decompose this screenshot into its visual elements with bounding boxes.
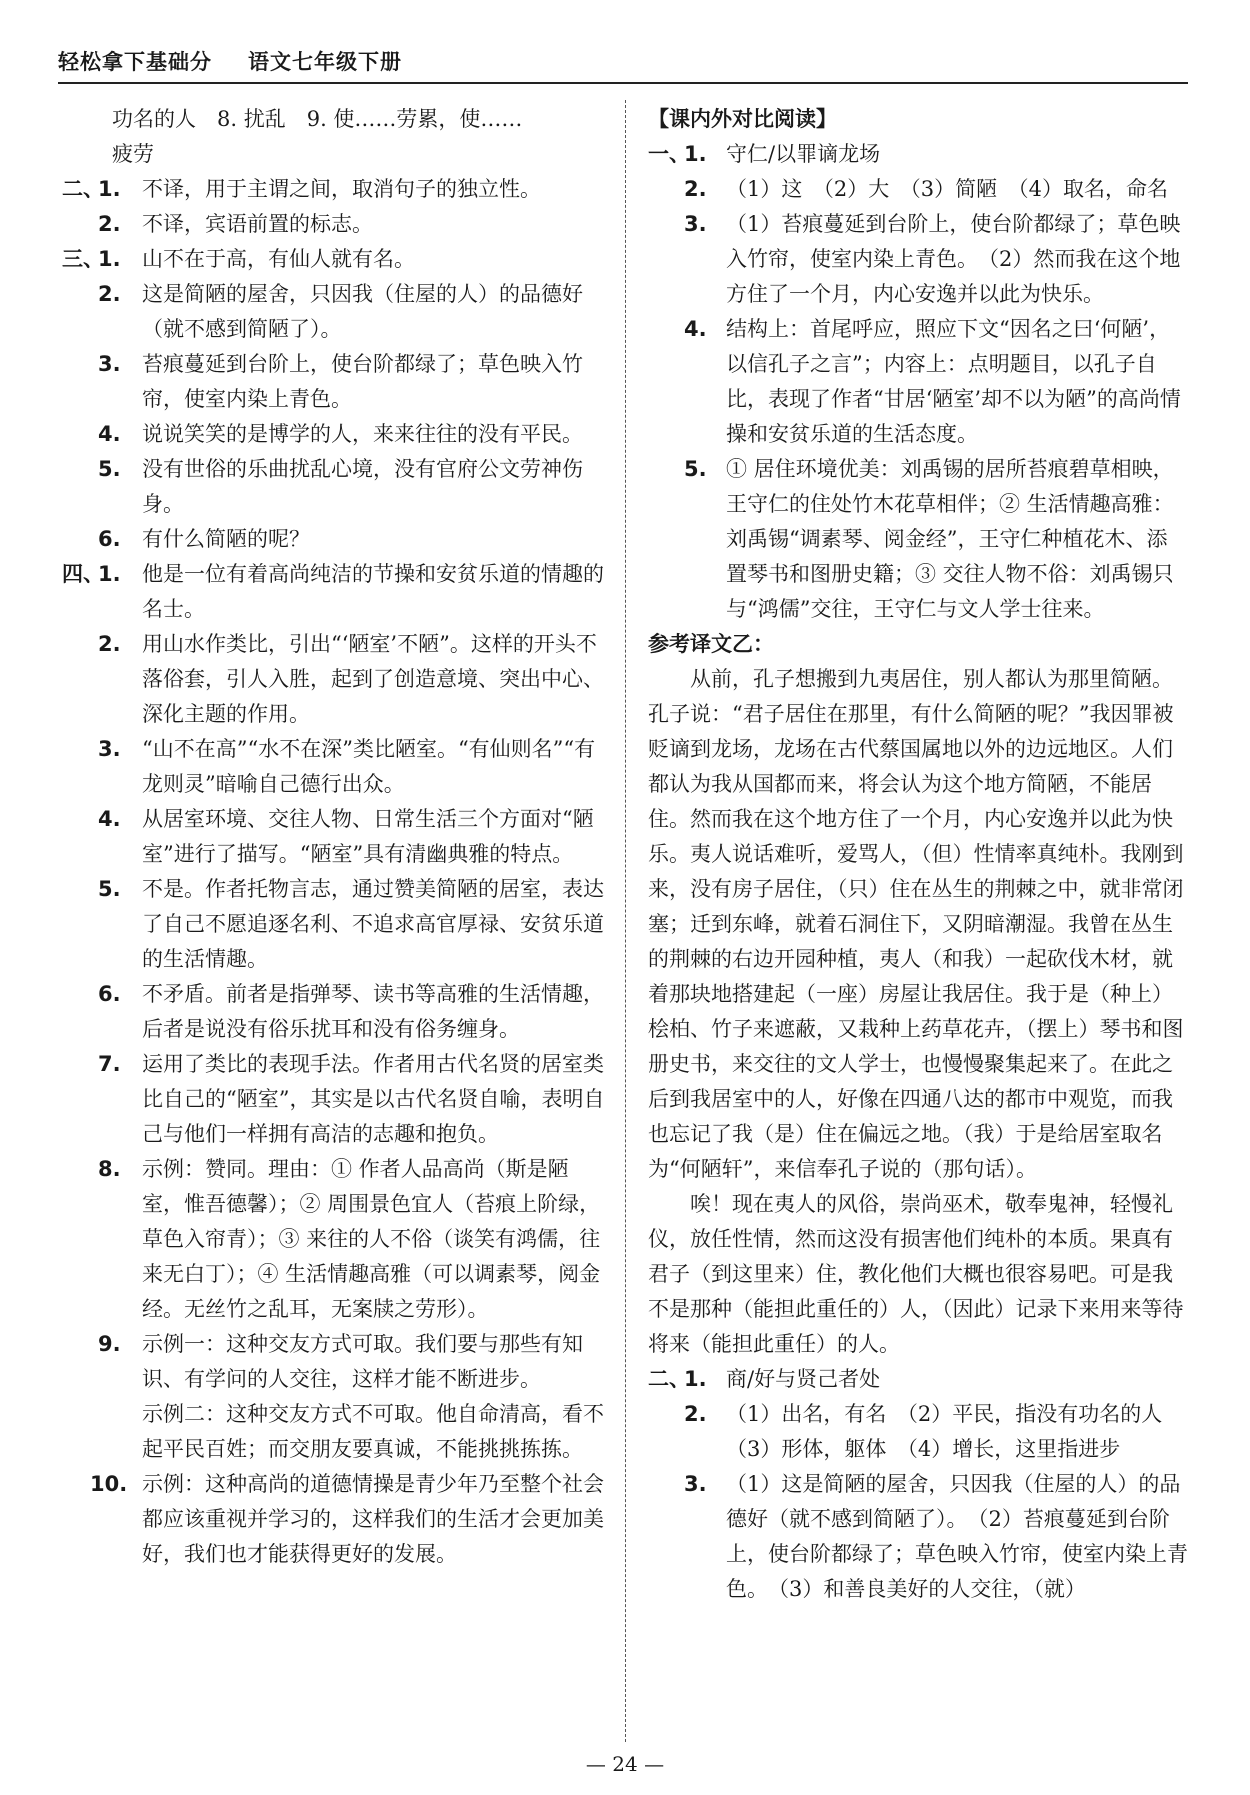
item-text: 有什么简陋的呢？ <box>142 527 310 551</box>
continued-line: 疲劳 <box>112 142 154 166</box>
item-number: 1. <box>684 142 707 166</box>
item-text: 他是一位有着高尚纯洁的节操和安贫乐道的情趣的名士。 <box>142 562 604 621</box>
right-column <box>648 102 1188 1607</box>
section-number: 四、 <box>62 562 104 586</box>
item-number: 1. <box>98 247 121 271</box>
reference-translation-title: 参考译文乙： <box>648 632 774 656</box>
item-number: 2. <box>98 212 121 236</box>
answer-item <box>62 872 610 977</box>
item-number: 3. <box>98 737 121 761</box>
answer-item <box>62 1047 610 1152</box>
answer-item <box>62 347 610 417</box>
item-number: 3. <box>98 352 121 376</box>
item-text: 示例：这种高尚的道德情操是青少年乃至整个社会都应该重视并学习的，这样我们的生活才会更加美好，我们也才能获得更好的发展。 <box>142 1472 604 1566</box>
item-text: 运用了类比的表现手法。作者用古代名贤的居室类比自己的“陋室”，其实是以古代名贤自喻，表明自己与他们一样拥有高洁的志趣和抱负。 <box>142 1052 605 1146</box>
item-number: 6. <box>98 982 121 1006</box>
answer-item <box>62 627 610 732</box>
item-number: 9. <box>98 1332 121 1356</box>
answer-item <box>62 1467 610 1572</box>
answer-item <box>648 207 1188 312</box>
answer-item <box>62 417 610 452</box>
item-number: 3. <box>684 212 707 236</box>
answer-item <box>62 452 610 522</box>
section-number: 一、 <box>648 142 690 166</box>
item-number: 5. <box>98 457 121 481</box>
item-text: （1）苔痕蔓延到台阶上，使台阶都绿了；草色映入竹帘，使室内染上青色。 （2）然而我在这个地方住了一个月，内心安逸并以此为快乐。 <box>726 212 1181 306</box>
item-number: 4. <box>98 807 121 831</box>
item-text: 不译，宾语前置的标志。 <box>142 212 373 236</box>
page-header <box>58 40 1188 84</box>
answer-item <box>62 802 610 872</box>
item-text: （1）这 （2）大 （3）简陋 （4）取名，命名 <box>726 177 1168 201</box>
item-number: 1. <box>684 1367 707 1391</box>
item-text: 山不在于高，有仙人就有名。 <box>142 247 415 271</box>
item-text: 说说笑笑的是博学的人，来来往往的没有平民。 <box>142 422 583 446</box>
item-text: 用山水作类比，引出“‘陋室’不陋”。这样的开头不落俗套，引人入胜，起到了创造意境、突出中心、深化主题的作用。 <box>142 632 604 726</box>
answer-item <box>648 172 1188 207</box>
item-text: 没有世俗的乐曲扰乱心境，没有官府公文劳神伤身。 <box>142 457 583 516</box>
section-number: 二、 <box>648 1367 690 1391</box>
answer-item <box>648 1467 1188 1607</box>
item-text: 结构上：首尾呼应，照应下文“因名之曰‘何陋’，以信孔子之言”；内容上：点明题目，以孔子自比，表现了作者“甘居‘陋室’却不以为陋”的高尚情操和安贫乐道的生活态度。 <box>726 317 1181 446</box>
item-number: 2. <box>684 177 707 201</box>
item-number: 1. <box>98 177 121 201</box>
answer-item <box>648 312 1188 452</box>
item-text: 不矛盾。前者是指弹琴、读书等高雅的生活情趣，后者是说没有俗乐扰耳和没有俗务缠身。 <box>142 982 604 1041</box>
item-text: ① 居住环境优美：刘禹锡的居所苔痕碧草相映，王守仁的住处竹木花草相伴；② 生活情趣高雅：刘禹锡“调素琴、阅金经”，王守仁种植花木、添置琴书和图册史籍；③ 交往人物不俗：刘禹锡只与“鸿儒”交往，王守仁与文人学士往来。 <box>726 457 1174 621</box>
item-number: 1. <box>98 562 121 586</box>
item-text: 不是。作者托物言志，通过赞美简陋的居室，表达了自己不愿追逐名利、不追求高官厚禄、安贫乐道的生活情趣。 <box>142 877 604 971</box>
answer-item <box>62 277 610 347</box>
continued-line: 功名的人 8. 扰乱 9. 使……劳累，使…… <box>112 107 523 131</box>
answer-item <box>62 522 610 557</box>
section-number: 三、 <box>62 247 104 271</box>
item-number: 5. <box>98 877 121 901</box>
answer-item <box>62 172 610 207</box>
item-text: 不译，用于主谓之间，取消句子的独立性。 <box>142 177 541 201</box>
book-title: 轻松拿下基础分 <box>58 50 212 74</box>
section-title: 【课内外对比阅读】 <box>648 107 837 131</box>
answer-item <box>648 1397 1188 1467</box>
answer-item <box>648 137 1188 172</box>
item-text: 商/好与贤己者处 <box>726 1367 881 1391</box>
item-number: 5. <box>684 457 707 481</box>
answer-item <box>62 207 610 242</box>
translation-paragraph: 从前，孔子想搬到九夷居住，别人都认为那里简陋。孔子说：“君子居住在那里，有什么简陋的呢？”我因罪被贬谪到龙场，龙场在古代蔡国属地以外的边远地区。人们都认为我从国都而来，将会认为这个地方简陋，不能居住。然而我在这个地方住了一个月，内心安逸并以此为快乐。夷人说话难听，爱骂人，（但）性情率真纯朴。我刚到来，没有房子居住，（只）住在丛生的荆棘之中，就非常闭塞；迁到东峰，就着石洞住下，又阴暗潮湿。我曾在丛生的荆棘的右边开园种植，夷人（和我）一起砍伐木材，就着那块地搭建起（一座）房屋让我居住。我于是（种上）桧柏、竹子来遮蔽，又栽种上药草花卉，（摆上）琴书和图册史书，来交往的文人学士，也慢慢聚集起来了。在此之后到我居室中的人，好像在四通八达的都市中观览，而我也忘记了我（是）住在偏远之地。（我）于是给居室取名为“何陋轩”，来信奉孔子说的（那句话）。 <box>648 667 1184 1181</box>
answer-item <box>648 452 1188 627</box>
item-number: 2. <box>98 632 121 656</box>
item-text: 守仁/以罪谪龙场 <box>726 142 881 166</box>
answer-item <box>62 1327 610 1397</box>
page-number: — 24 — <box>585 1752 665 1776</box>
left-column <box>62 102 610 1572</box>
answer-item <box>62 977 610 1047</box>
item-text: 从居室环境、交往人物、日常生活三个方面对“陋室”进行了描写。“陋室”具有清幽典雅的特点。 <box>142 807 594 866</box>
item-number: 8. <box>98 1157 121 1181</box>
answer-item <box>62 242 610 277</box>
item-number: 10. <box>90 1472 128 1496</box>
item-number: 3. <box>684 1472 707 1496</box>
answer-item <box>62 557 610 627</box>
section-number: 二、 <box>62 177 104 201</box>
answer-item <box>62 1152 610 1327</box>
item-text: 这是简陋的屋舍，只因我（住屋的人）的品德好（就不感到简陋了）。 <box>142 282 583 341</box>
item-number: 4. <box>98 422 121 446</box>
item-text: 苔痕蔓延到台阶上，使台阶都绿了；草色映入竹帘，使室内染上青色。 <box>142 352 583 411</box>
answer-item <box>62 1397 610 1467</box>
answer-item <box>62 732 610 802</box>
item-text: 示例一：这种交友方式可取。我们要与那些有知识、有学问的人交往，这样才能不断进步。 <box>142 1332 583 1391</box>
translation-paragraph: 唉！现在夷人的风俗，崇尚巫术，敬奉鬼神，轻慢礼仪，放任性情，然而这没有损害他们纯朴的本质。果真有君子（到这里来）住，教化他们大概也很容易吧。可是我不是那种（能担此重任的）人，（因此）记录下来用来等待将来（能担此重任）的人。 <box>648 1192 1184 1356</box>
item-number: 2. <box>98 282 121 306</box>
item-text: “山不在高”“水不在深”类比陋室。“有仙则名”“有龙则灵”暗喻自己德行出众。 <box>142 737 596 796</box>
item-number: 7. <box>98 1052 121 1076</box>
item-text: 示例二：这种交友方式不可取。他自命清高，看不起平民百姓；而交朋友要真诚，不能挑挑拣拣。 <box>142 1402 604 1461</box>
item-text: （1）出名，有名 （2）平民，指没有功名的人 （3）形体，躯体 （4）增长，这里指进步 <box>726 1402 1184 1461</box>
item-number: 2. <box>684 1402 707 1426</box>
column-divider <box>625 100 626 1742</box>
item-number: 6. <box>98 527 121 551</box>
item-number: 4. <box>684 317 707 341</box>
subject-title: 语文七年级下册 <box>248 50 402 74</box>
answer-item <box>648 1362 1188 1397</box>
item-text: 示例：赞同。理由：① 作者人品高尚（斯是陋室，惟吾德馨）；② 周围景色宜人（苔痕上阶绿，草色入帘青）；③ 来往的人不俗（谈笑有鸿儒，往来无白丁）；④ 生活情趣高雅（可以调素琴，阅金经。无丝竹之乱耳，无案牍之劳形）。 <box>142 1157 601 1321</box>
item-text: （1）这是简陋的屋舍，只因我（住屋的人）的品德好（就不感到简陋了）。 （2）苔痕蔓延到台阶上，使台阶都绿了；草色映入竹帘，使室内染上青色。 （3）和善良美好的人交往，（就） <box>726 1472 1188 1601</box>
